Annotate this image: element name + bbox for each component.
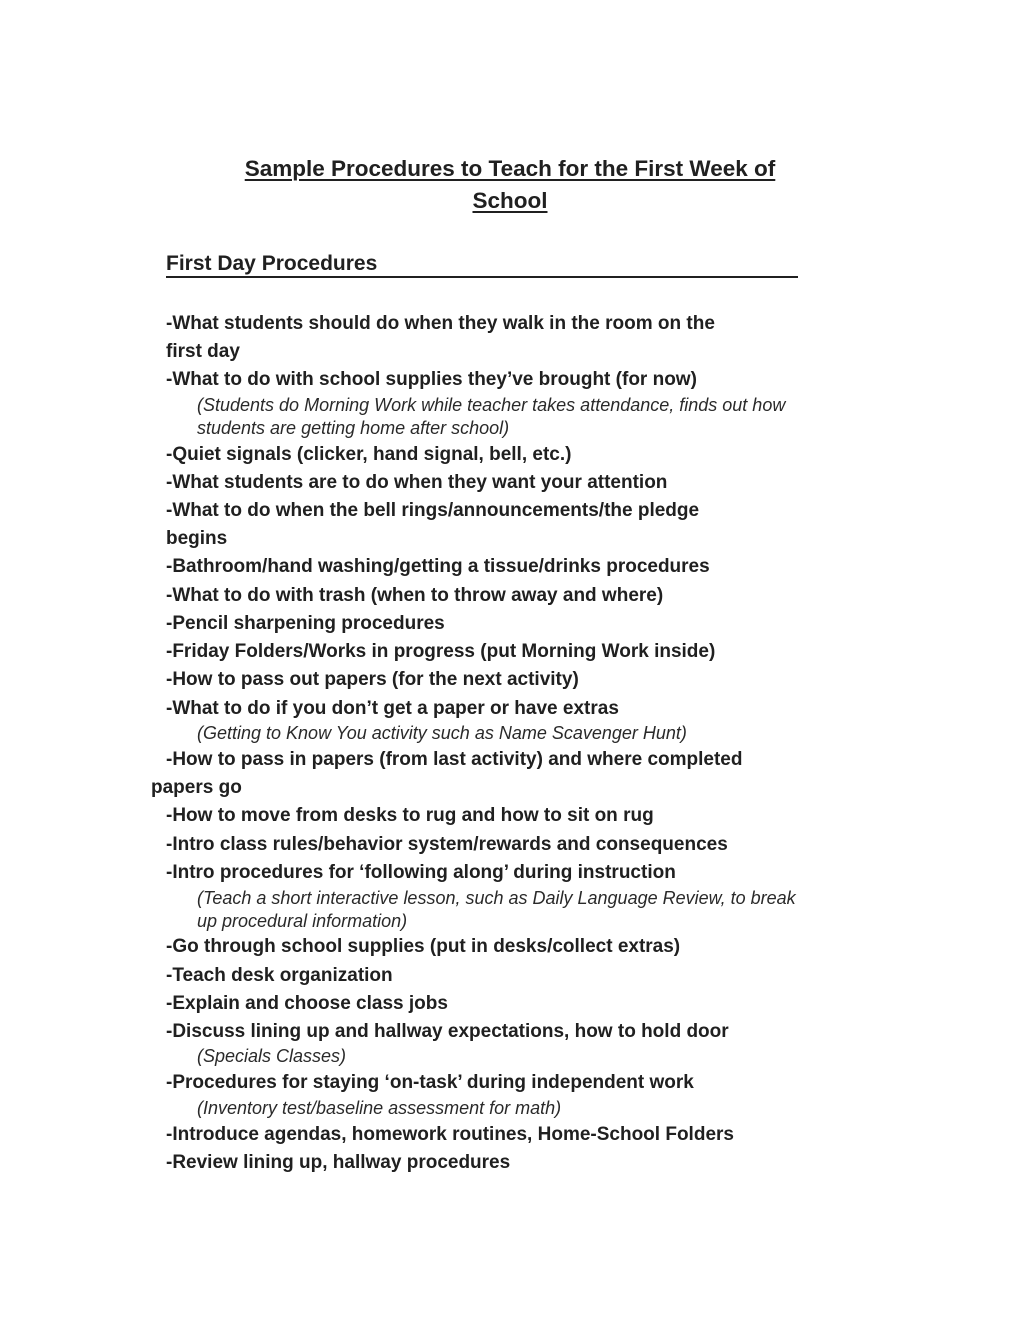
document-title (150, 153, 870, 217)
procedure-note: students are getting home after school) (197, 418, 510, 438)
procedure-line: -Quiet signals (clicker, hand signal, bell, etc.) (166, 444, 572, 465)
procedure-note: (Teach a short interactive lesson, such as Daily Language Review, to break (197, 888, 796, 908)
procedure-line: -Pencil sharpening procedures (166, 613, 445, 634)
procedure-line: -Explain and choose class jobs (166, 993, 448, 1014)
procedure-line: -Teach desk organization (166, 965, 393, 986)
procedure-line: -How to move from desks to rug and how to sit on rug (166, 805, 654, 826)
procedure-line: -What to do with school supplies they’ve brought (for now) (166, 369, 697, 390)
procedure-line: -Intro class rules/behavior system/rewards and consequences (166, 834, 728, 855)
procedure-note: up procedural information) (197, 911, 408, 931)
procedure-line: -Introduce agendas, homework routines, Home-School Folders (166, 1124, 734, 1145)
document-title-line-1: Sample Procedures to Teach for the First Week of (244, 156, 776, 181)
procedure-line: first day (166, 341, 240, 362)
procedure-line: -Procedures for staying ‘on-task’ during independent work (166, 1072, 694, 1093)
procedure-note: (Students do Morning Work while teacher takes attendance, finds out how (197, 395, 786, 415)
procedure-line: -What to do with trash (when to throw away and where) (166, 585, 664, 606)
procedure-note: (Getting to Know You activity such as Name Scavenger Hunt) (197, 723, 687, 743)
procedure-line: -Go through school supplies (put in desks/collect extras) (166, 936, 681, 957)
procedure-line: papers go (151, 777, 242, 798)
procedure-line: begins (166, 528, 228, 549)
document-title-line-2: School (472, 188, 548, 213)
procedure-line: -Review lining up, hallway procedures (166, 1152, 511, 1173)
procedure-line: -Bathroom/hand washing/getting a tissue/drinks procedures (166, 556, 710, 577)
procedure-note: (Specials Classes) (197, 1046, 347, 1066)
procedure-line: -Friday Folders/Works in progress (put Morning Work inside) (166, 641, 716, 662)
section-heading-text: First Day Procedures (166, 252, 378, 275)
procedure-line: -Discuss lining up and hallway expectations, how to hold door (166, 1021, 729, 1042)
section-heading (166, 249, 798, 278)
procedure-note: (Inventory test/baseline assessment for math) (197, 1098, 562, 1118)
procedure-line: -How to pass out papers (for the next activity) (166, 669, 579, 690)
procedure-line: -What students are to do when they want your attention (166, 472, 668, 493)
procedure-line: -What to do when the bell rings/announcements/the pledge (166, 500, 700, 521)
procedure-line: -What students should do when they walk in the room on the (166, 313, 715, 334)
procedure-line: -How to pass in papers (from last activity) and where completed (166, 749, 743, 770)
procedure-line: -What to do if you don’t get a paper or have extras (166, 698, 619, 719)
procedure-line: -Intro procedures for ‘following along’ during instruction (166, 862, 676, 883)
